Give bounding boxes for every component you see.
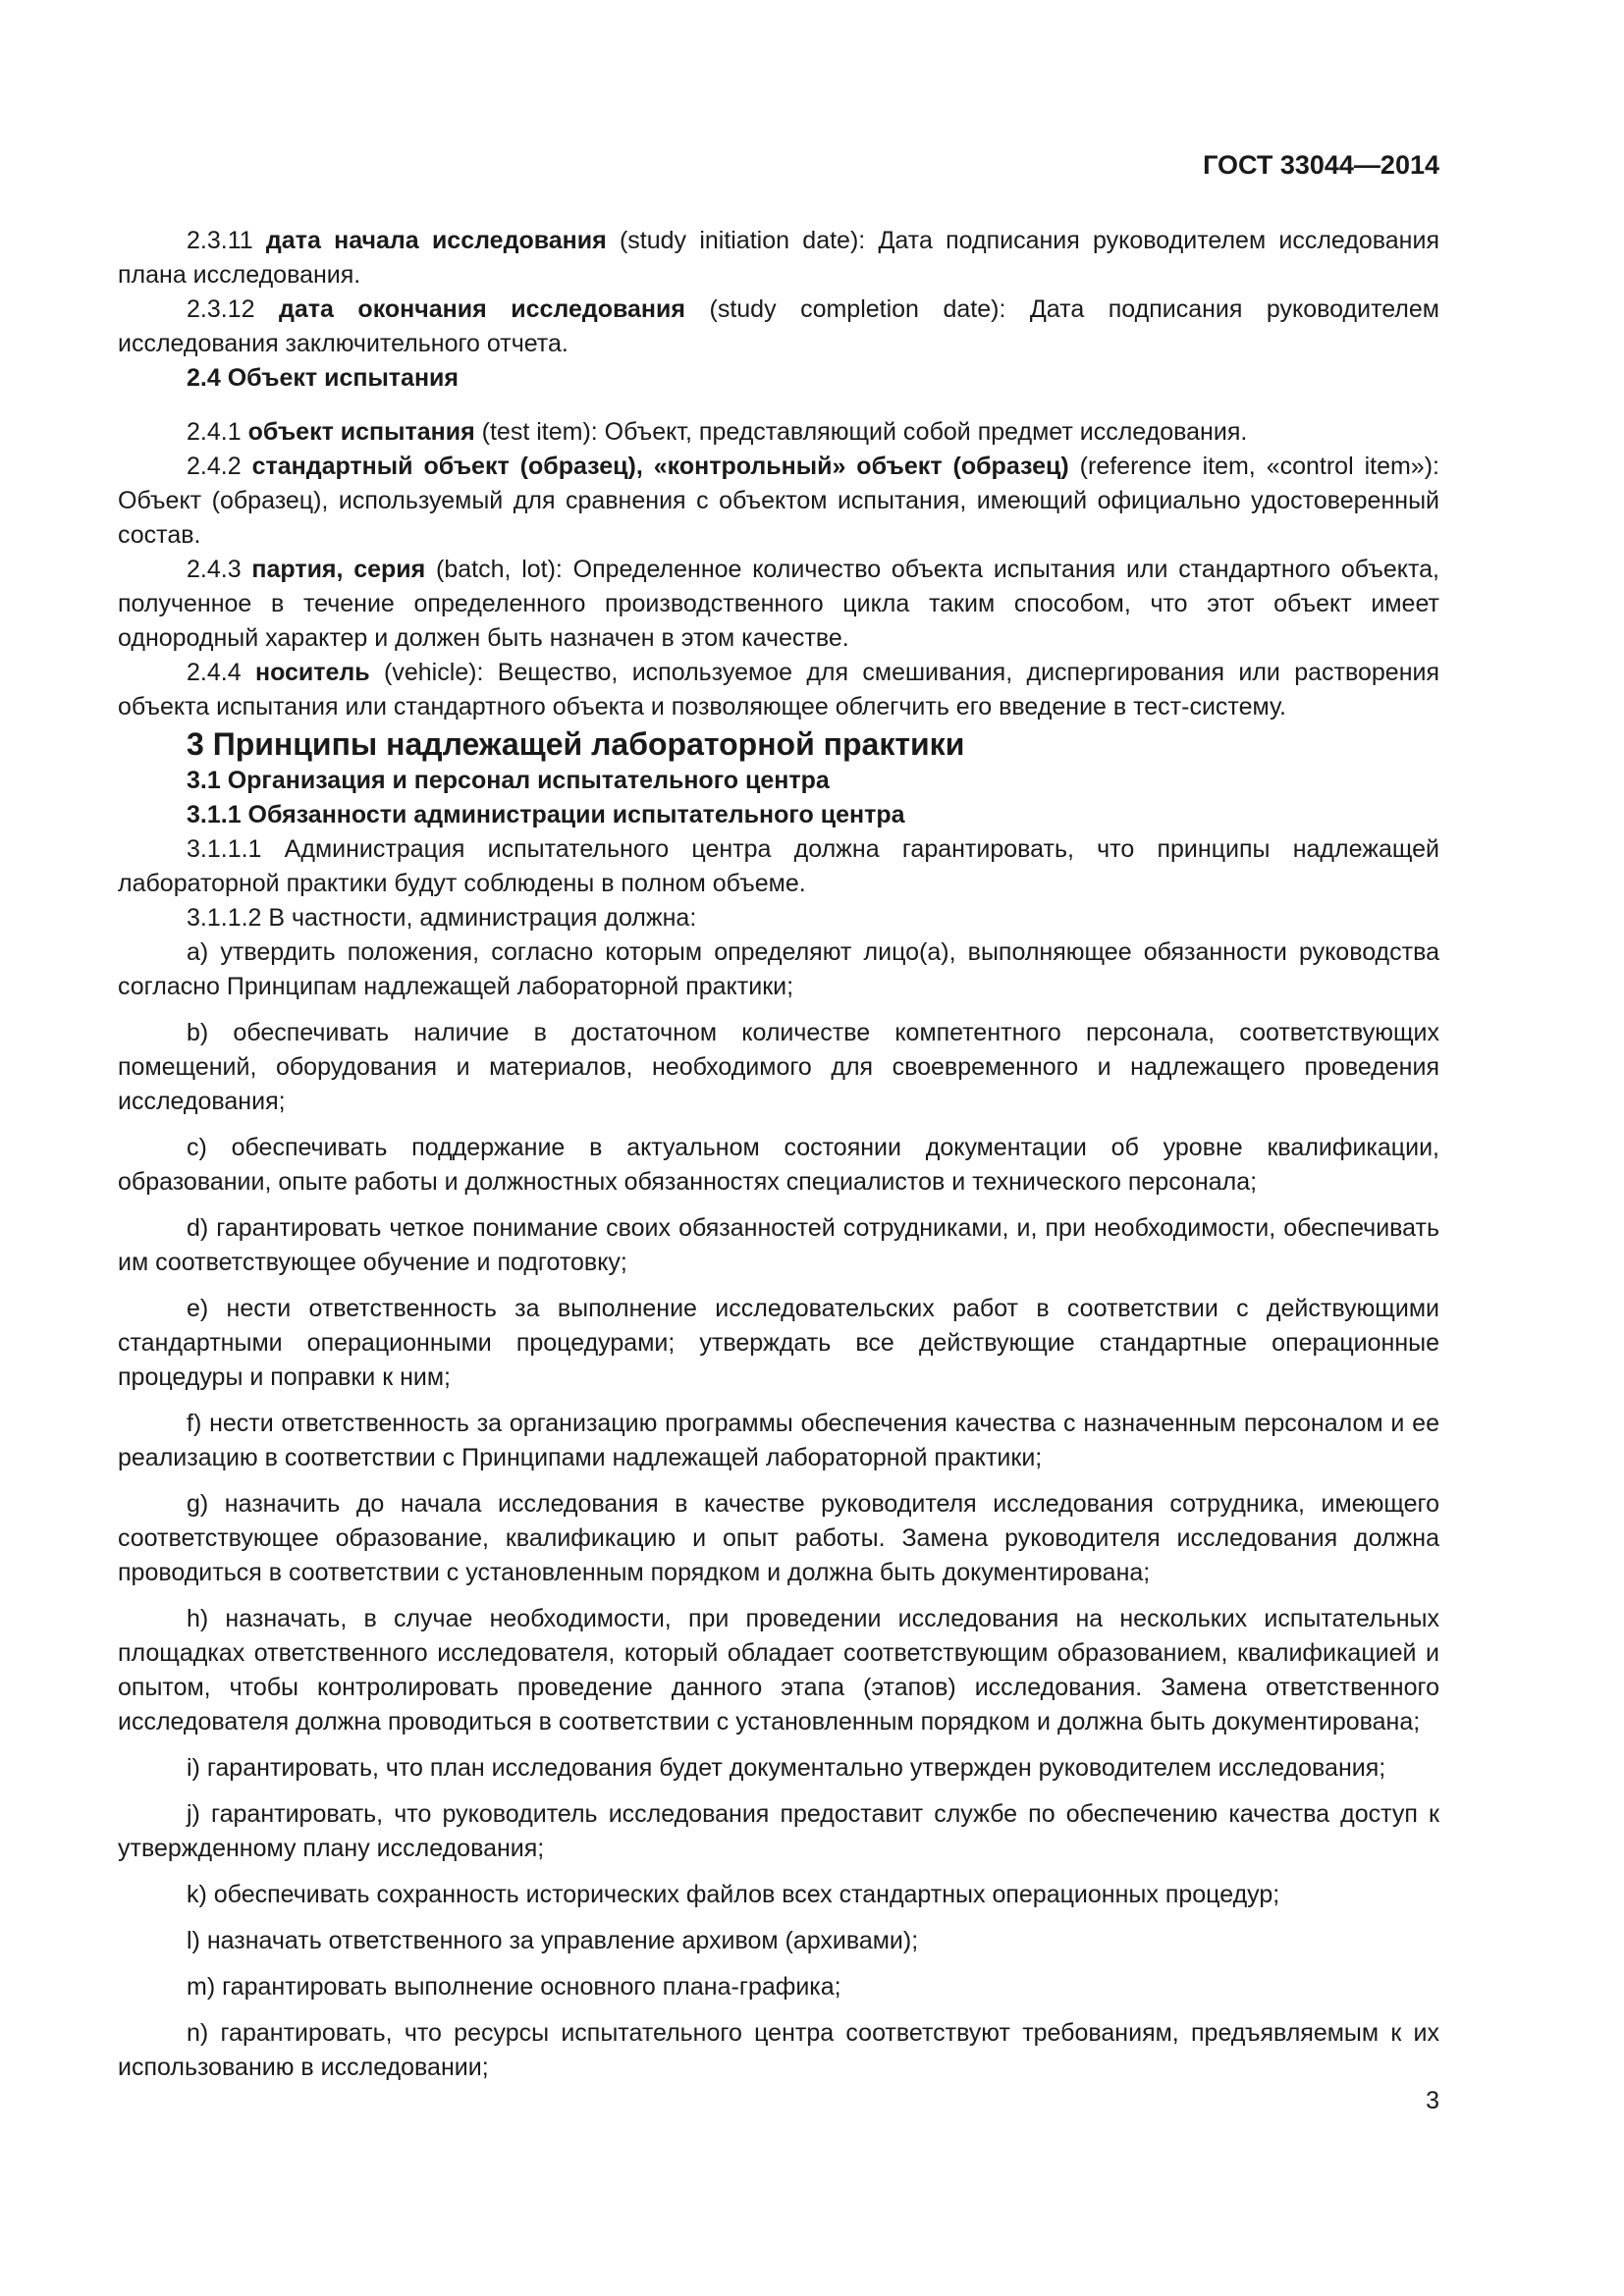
list-item-h: h) назначать, в случае необходимости, при проведении исследования на нескольких испытательных площадках ответственного исследователя, который обладает соответствующим образованием, квалификацией и опытом, чтобы контролировать проведение данного этапа (этапов) исследования. Замена ответственного исследователя должна проводиться в соответствии с установленным порядком и должна быть документирована; bbox=[118, 1605, 1439, 1735]
term: дата начала исследования bbox=[265, 227, 607, 254]
list-item-k: k) обеспечивать сохранность исторических файлов всех стандартных операционных процедур; bbox=[187, 1881, 1280, 1908]
list-item-e: e) нести ответственность за выполнение исследовательских работ в соответствии с действующими стандартными операционными процедурами; утверждать все действующие стандартные операционные процедуры и поправки к ним; bbox=[118, 1295, 1439, 1391]
list-item-m: m) гарантировать выполнение основного плана-графика; bbox=[187, 1973, 841, 2001]
paragraph-3-1-1-2: 3.1.1.2 В частности, администрация должна: bbox=[187, 904, 697, 932]
clause-number: 2.4.3 bbox=[187, 556, 242, 583]
definition: (reference item, «control item»): Объект (образец), используемый для сравнения с объектом испытания, имеющий официально удостоверенный состав. bbox=[118, 453, 1439, 549]
clause-number: 2.3.11 bbox=[187, 227, 253, 254]
document-body bbox=[118, 224, 1439, 2085]
paragraph-2-4-4 bbox=[118, 656, 1439, 724]
list-item-l: l) назначать ответственного за управление архивом (архивами); bbox=[187, 1927, 919, 1954]
paragraph-3-1-1-1: 3.1.1.1 Администрация испытательного центра должна гарантировать, что принципы надлежащей лабораторной практики будут соблюдены в полном объеме. bbox=[118, 835, 1439, 897]
definition: (vehicle): Вещество, используемое для смешивания, диспергирования или растворения объекта испытания или стандартного объекта и позволяющее облегчить его введение в тест-систему. bbox=[118, 659, 1439, 721]
term: партия, серия bbox=[251, 556, 426, 583]
clause-number: 2.4.4 bbox=[187, 659, 242, 686]
list-item-d: d) гарантировать четкое понимание своих обязанностей сотрудниками, и, при необходимости, обеспечивать им соответствующее обучение и подготовку; bbox=[118, 1214, 1439, 1276]
heading-3: 3 Принципы надлежащей лабораторной практики bbox=[187, 726, 965, 762]
term: объект испытания bbox=[247, 418, 475, 446]
clause-number: 2.4.1 bbox=[187, 418, 242, 446]
paragraph-2-3-12 bbox=[118, 293, 1439, 361]
standard-code: ГОСТ 33044—2014 bbox=[1203, 150, 1439, 180]
clause-number: 2.4.2 bbox=[187, 453, 242, 480]
list-item-a: a) утвердить положения, согласно которым определяют лицо(а), выполняющее обязанности руководства согласно Принципам надлежащей лабораторной практики; bbox=[118, 938, 1439, 1000]
page-number: 3 bbox=[1426, 2087, 1439, 2114]
list-item-n: n) гарантировать, что ресурсы испытательного центра соответствуют требованиям, предъявляемым к их использованию в исследовании; bbox=[118, 2019, 1439, 2081]
list-item-i: i) гарантировать, что план исследования будет документально утвержден руководителем исследования; bbox=[187, 1754, 1386, 1782]
list-item-b: b) обеспечивать наличие в достаточном количестве компетентного персонала, соответствующих помещений, оборудования и материалов, необходимого для своевременного и надлежащего проведения исследования; bbox=[118, 1019, 1439, 1115]
definition: (study completion date): Дата подписания руководителем исследования заключительного отчета. bbox=[118, 295, 1439, 357]
definition: (study initiation date): Дата подписания руководителем исследования плана исследования. bbox=[118, 227, 1439, 289]
paragraph-2-4-1 bbox=[118, 415, 1439, 450]
list-item-g: g) назначить до начала исследования в качестве руководителя исследования сотрудника, имеющего соответствующее образование, квалификацию и опыт работы. Замена руководителя исследования должна проводиться в соответствии с установленным порядком и должна быть документирована; bbox=[118, 1490, 1439, 1586]
heading-3-1: 3.1 Организация и персонал испытательного центра bbox=[187, 767, 830, 794]
heading-3-1-1: 3.1.1 Обязанности администрации испытательного центра bbox=[187, 801, 905, 828]
paragraph-2-3-11 bbox=[118, 224, 1439, 293]
paragraph-2-4-2 bbox=[118, 450, 1439, 553]
definition: (test item): Объект, представляющий собой предмет исследования. bbox=[474, 418, 1248, 446]
list-item-j: j) гарантировать, что руководитель исследования предоставит службе по обеспечению качества доступ к утвержденному плану исследования; bbox=[118, 1800, 1439, 1862]
heading-2-4: 2.4 Объект испытания bbox=[187, 364, 460, 392]
term: стандартный объект (образец), «контрольный» объект (образец) bbox=[251, 453, 1069, 480]
clause-number: 2.3.12 bbox=[187, 295, 255, 323]
paragraph-2-4-3 bbox=[118, 553, 1439, 656]
list-item-f: f) нести ответственность за организацию программы обеспечения качества с назначенным персоналом и ее реализацию в соответствии с Принципами надлежащей лабораторной практики; bbox=[118, 1410, 1439, 1471]
list-item-c: c) обеспечивать поддержание в актуальном состоянии документации об уровне квалификации, образовании, опыте работы и должностных обязанностях специалистов и технического персонала; bbox=[118, 1134, 1439, 1196]
term: дата окончания исследования bbox=[279, 295, 685, 323]
definition: (batch, lot): Определенное количество объекта испытания или стандартного объекта, полученное в течение определенного производственного цикла таким способом, что этот объект имеет однородный характер и должен быть назначен в этом качестве. bbox=[118, 556, 1440, 652]
term: носитель bbox=[254, 659, 370, 686]
